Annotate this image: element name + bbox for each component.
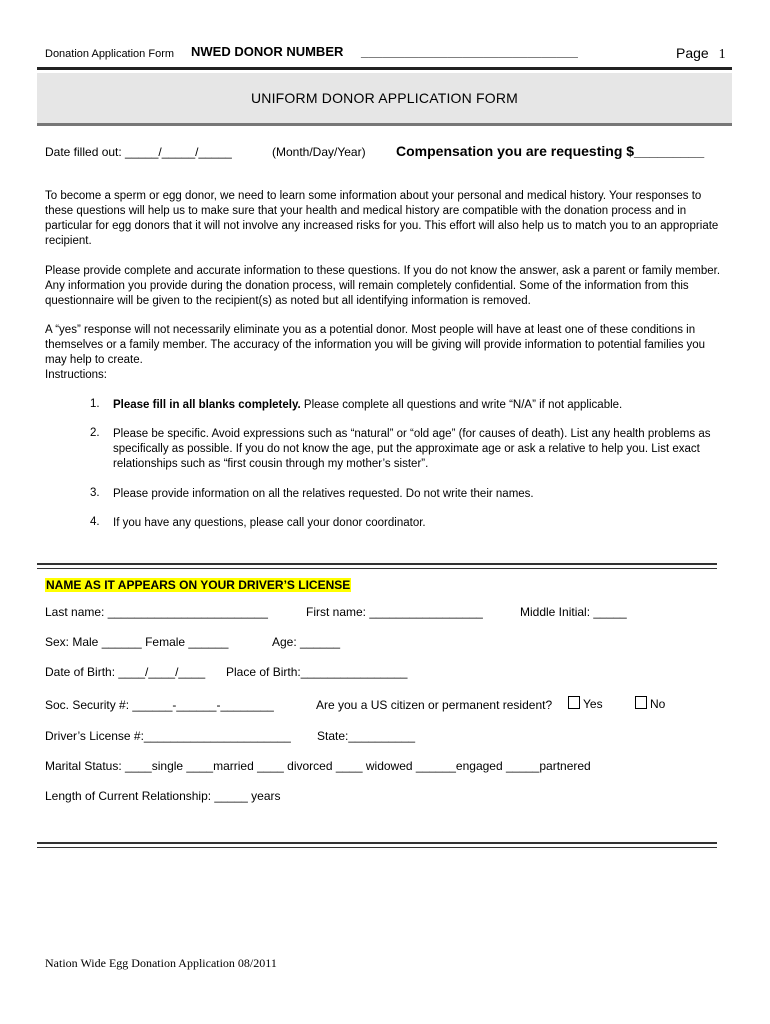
marital-status-field[interactable]: Marital Status: ____single ____married ____ divorced ____ widowed ______engaged _____partnered	[45, 759, 591, 773]
relationship-length-field[interactable]: Length of Current Relationship: _____ years	[45, 789, 281, 803]
section-heading-text: NAME AS IT APPEARS ON YOUR DRIVER’S LICENSE	[46, 578, 351, 592]
citizen-yes-option[interactable]	[568, 696, 603, 711]
title-band	[37, 73, 732, 126]
state-field[interactable]: State:__________	[317, 729, 416, 743]
instruction-number: 2.	[90, 427, 100, 439]
page-label: Page	[676, 45, 709, 61]
middle-initial-field[interactable]: Middle Initial: _____	[520, 605, 627, 619]
yes-label: Yes	[583, 697, 603, 711]
donor-number-label: NWED DONOR NUMBER	[191, 44, 344, 59]
no-label: No	[650, 697, 666, 711]
header-rule	[37, 67, 732, 70]
yes-checkbox[interactable]	[568, 696, 580, 709]
instructions-heading: Instructions:	[45, 369, 107, 381]
instruction-item	[113, 516, 723, 531]
last-name-field[interactable]: Last name: ________________________	[45, 605, 268, 619]
yes-response-paragraph: A “yes” response will not necessarily eliminate you as a potential donor. Most people will have at least one of these conditions in themselves or a family member. The accuracy of the information you will be giving will provide information to potential families you may help to create.	[45, 324, 706, 366]
donor-number-field[interactable]: ______________________________	[361, 44, 578, 59]
place-of-birth-field[interactable]: Place of Birth:________________	[226, 665, 408, 679]
page-indicator	[676, 45, 726, 63]
instruction-item	[113, 398, 723, 413]
instruction-item	[113, 427, 723, 472]
instruction-text: If you have any questions, please call your donor coordinator.	[113, 517, 426, 529]
section-divider	[37, 563, 717, 569]
date-filled-field[interactable]: Date filled out: _____/_____/_____	[45, 145, 232, 159]
first-name-field[interactable]: First name: _________________	[306, 605, 483, 619]
instruction-item	[113, 487, 723, 502]
page-number: 1	[718, 47, 726, 62]
ssn-field[interactable]: Soc. Security #: ______-______-________	[45, 698, 274, 712]
instruction-number: 1.	[90, 398, 100, 410]
instruction-text: Please complete all questions and write “N/A” if not applicable.	[300, 399, 623, 411]
no-checkbox[interactable]	[635, 696, 647, 709]
section-end-divider	[37, 842, 717, 848]
compensation-field[interactable]: Compensation you are requesting $_________	[396, 143, 705, 159]
date-format-hint: (Month/Day/Year)	[272, 145, 366, 159]
instruction-number: 4.	[90, 516, 100, 528]
instruction-number: 3.	[90, 487, 100, 499]
citizen-no-option[interactable]	[635, 696, 665, 711]
intro-paragraph: To become a sperm or egg donor, we need to learn some information about your personal and medical history. Your responses to these questions will help us to make sure that your health and medical history are compatible with the donation process and in particular for egg donors that it will not involve any increased risks for you. This effort will also help us to match you to an appropriate recipient.	[45, 190, 719, 247]
section-heading	[45, 576, 351, 594]
date-of-birth-field[interactable]: Date of Birth: ____/____/____	[45, 665, 206, 679]
form-title: UNIFORM DONOR APPLICATION FORM	[250, 90, 519, 106]
sex-field[interactable]: Sex: Male ______ Female ______	[45, 635, 229, 649]
accuracy-paragraph: Please provide complete and accurate information to these questions. If you do not know the answer, ask a parent or family member. Any information you provide during the donation process, will remain completely confidential. Some of the information from this questionnaire will be given to the recipient(s) as noted but all identifying information is removed.	[45, 265, 721, 307]
footer-text: Nation Wide Egg Donation Application 08/2011	[45, 956, 277, 970]
form-name: Donation Application Form	[45, 48, 175, 60]
instruction-text: Please provide information on all the relatives requested. Do not write their names.	[113, 488, 534, 500]
drivers-license-field[interactable]: Driver’s License #:______________________	[45, 729, 291, 743]
instruction-text: Please be specific. Avoid expressions such as “natural” or “old age” (for causes of death). List any health problems as specifically as possible. If you do not know the age, put the approximate age or ask a relative to help you. List exact relationships such as “first cousin through my mother’s sister”.	[113, 428, 711, 470]
age-field[interactable]: Age: ______	[272, 635, 341, 649]
citizen-question: Are you a US citizen or permanent resident?	[316, 698, 553, 712]
instruction-bold: Please fill in all blanks completely.	[113, 399, 301, 411]
